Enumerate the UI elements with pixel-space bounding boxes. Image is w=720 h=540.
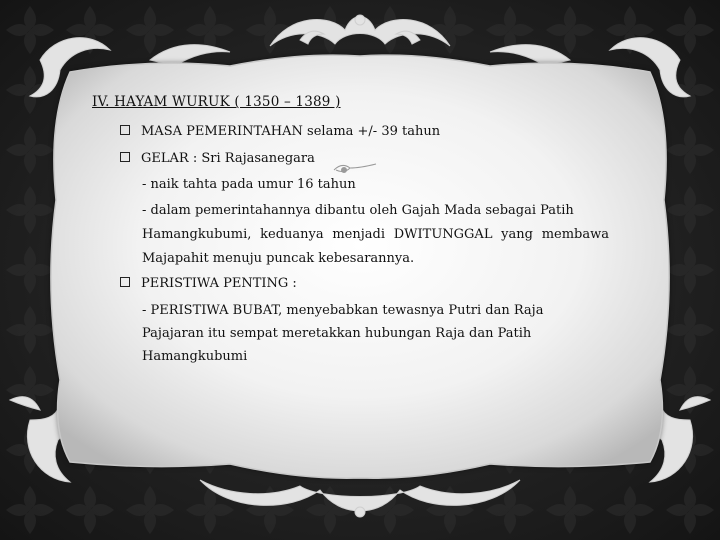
peristiwa-line: Hamangkubumi xyxy=(142,349,248,364)
bullet-masa-pemerintahan xyxy=(120,124,440,139)
bullet-label: MASA PEMERINTAHAN selama +/- 39 tahun xyxy=(141,124,441,139)
bullet-label: PERISTIWA PENTING : xyxy=(141,276,297,291)
slide-title: IV. HAYAM WURUK ( 1350 – 1389 ) xyxy=(92,94,341,110)
bullet-gelar xyxy=(120,151,315,166)
checkbox-bullet-icon xyxy=(120,277,130,287)
checkbox-bullet-icon xyxy=(120,152,130,162)
peristiwa-line: - PERISTIWA BUBAT, menyebabkan tewasnya Putri dan Raja xyxy=(142,303,544,318)
gelar-line: Majapahit menuju puncak kebesarannya. xyxy=(142,251,415,266)
bullet-peristiwa-penting xyxy=(120,276,297,291)
peristiwa-line: Pajajaran itu sempat meretakkan hubungan Raja dan Patih xyxy=(142,326,532,341)
checkbox-bullet-icon xyxy=(120,125,130,135)
gelar-line: - naik tahta pada umur 16 tahun xyxy=(142,177,356,192)
bullet-label: GELAR : Sri Rajasanegara xyxy=(141,151,315,166)
gelar-line: - dalam pemerintahannya dibantu oleh Gajah Mada sebagai Patih xyxy=(142,203,574,218)
gelar-line: Hamangkubumi, keduanya menjadi DWITUNGGAL yang membawa xyxy=(142,227,609,242)
